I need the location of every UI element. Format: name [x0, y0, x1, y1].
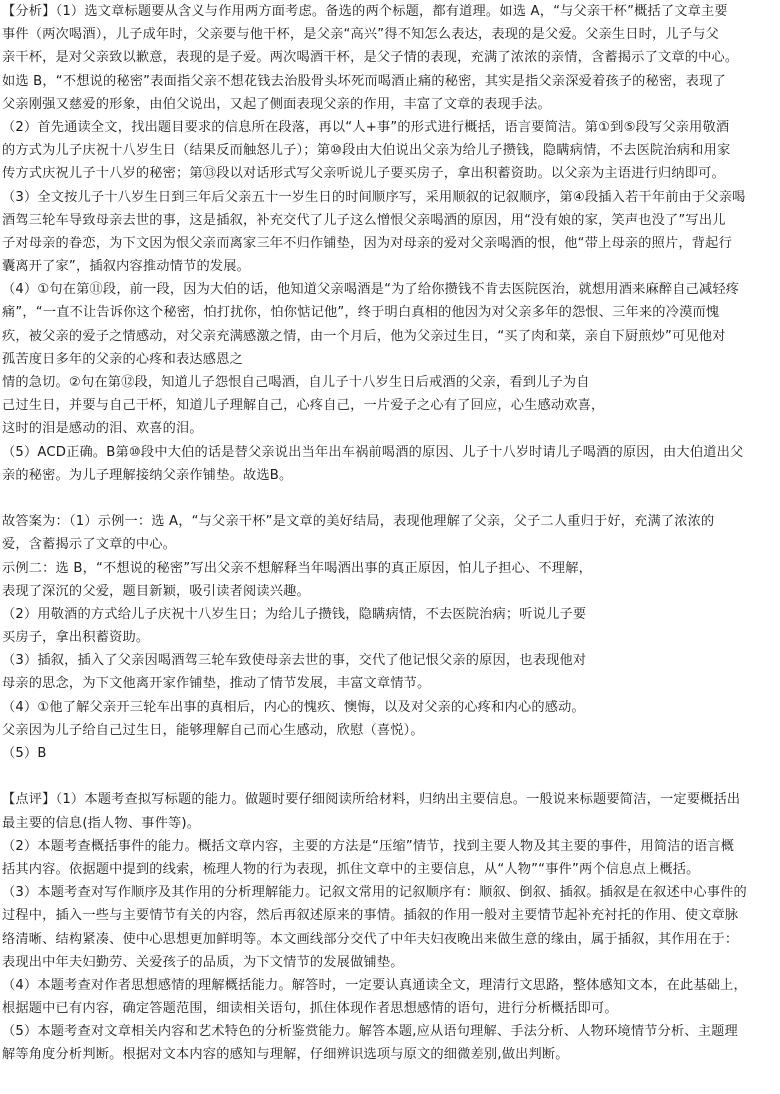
answer-text-line: 故答案为：（1）示例一：选 A，“与父亲干杯”是文章的美好结局，表现他理解了父亲，父子二人重归于好，充满了浓浓的	[2, 514, 715, 530]
answer-text-line: （2）用敬酒的方式给儿子庆祝十八岁生日；为给儿子攒钱，隐瞒病情，不去医院治病；听说儿子要	[2, 606, 587, 622]
comment-text-line: 【点评】（1）本题考查拟写标题的能力。做题时要仔细阅读所给材料，归纳出主要信息。一般说来标题要简洁，一定要概括出	[2, 792, 741, 808]
solution-document	[2, 0, 778, 1067]
comment-text-line: 括其内容。依据题中提到的线索，梳理人物的行为表现，抓住文章中的主要信息，从“人物”“事件”两个信息点上概括。	[2, 861, 700, 877]
section-gap	[2, 765, 778, 788]
analysis-text-line: 囊离开了家”，插叙内容推动情节的发展。	[2, 259, 251, 275]
analysis-text-line: 酒驾三轮车导致母亲去世的事，这是插叙，补充交代了儿子这么憎恨父亲喝酒的原因，用“没有娘的家，笑声也没了”写出儿	[2, 212, 726, 228]
comment-text-line: 解等角度分析判断。根据对文本内容的感知与理解，仔细辨识选项与原文的细微差别,做出判断。	[2, 1047, 569, 1063]
answer-text-line: 买房子，拿出积蓄资助。	[2, 630, 150, 646]
section-gap	[2, 487, 778, 510]
analysis-text-line: （2）首先通读全文，找出题目要求的信息所在段落，再以“人+事”的形式进行概括，语言要简洁。第①到⑤段写父亲用敬酒	[2, 119, 730, 135]
comment-text-line: （2）本题考查概括事件的能力。概括文章内容，主要的方法是“压缩”情节，找到主要人物及其主要的事件，用简洁的语言概	[2, 838, 735, 854]
analysis-text-line: 孤苦度日多年的父亲的心疼和表达感恩之	[2, 351, 243, 367]
analysis-text-line: 传方式庆祝儿子十八岁的秘密；第⑬段以对话形式写父亲听说儿子要买房子，拿出积蓄资助。以父亲为主语进行归纳即可。	[2, 166, 725, 182]
answer-text-line: （5）B	[2, 746, 47, 761]
analysis-section	[2, 0, 778, 487]
analysis-text-line: 父亲刚强又慈爱的形象，由伯父说出，又起了侧面表现父亲的作用，丰富了文章的表现手法。	[2, 96, 551, 112]
analysis-text-line: 这时的泪是感动的泪、欢喜的泪。	[2, 421, 203, 437]
answer-section	[2, 510, 778, 765]
comment-text-line: 根据题中已有内容，确定答题范围，细读相关语句，抓住体现作者思想感情的语句，进行分析概括即可。	[2, 1001, 618, 1017]
comment-text-line: （4）本题考查对作者思想感情的理解概括能力。解答时，一定要认真通读全文，理清行文思路，整体感知文本，在此基础上，	[2, 977, 747, 993]
answer-text-line: （3）插叙，插入了父亲因喝酒驾三轮车致使母亲去世的事，交代了他记恨父亲的原因，也表现他对	[2, 653, 587, 669]
analysis-text-line: 痛”，“一直不让告诉你这个秘密，怕打扰你，怕你惦记他”，终于明白真相的他因为对父亲多年的怨恨、三年来的冷漠而愧	[2, 305, 720, 321]
analysis-text-line: （3）全文按儿子十八岁生日到三年后父亲五十一岁生日的时间顺序写，采用顺叙的记叙顺序，第④段插入若干年前由于父亲喝	[2, 189, 746, 205]
analysis-text-line: 疚，被父亲的爱子之情感动，对父亲充满感激之情，由一个月后，他为父亲过生日，“买了肉和菜，亲自下厨煎炒”可见他对	[2, 328, 726, 344]
analysis-text-line: 子对母亲的眷恋，为下文因为恨父亲而离家三年不归作铺垫，因为对母亲的爱对父亲喝酒的恨，他“带上母亲的照片，背起行	[2, 235, 732, 251]
comment-section	[2, 788, 778, 1066]
analysis-text-line: 事件（两次喝酒），儿子成年时，父亲要与他干杯，是父亲“高兴”得不知怎么表达，表现的是父爱。父亲生日时，儿子与父	[2, 27, 719, 43]
comment-text-line: 最主要的信息(指人物、事件等)。	[2, 815, 201, 831]
comment-text-line: （5）本题考查对文章相关内容和艺术特色的分析鉴赏能力。解答本题,应从语句理解、手法分析、人物环境情节分析、主题理	[2, 1024, 738, 1040]
comment-text-line: 表现出中年夫妇勤劳、关爱孩子的品质，为下文情节的发展做铺垫。	[2, 954, 404, 970]
comment-text-line: 络清晰、结构紧凑、使中心思想更加鲜明等。本文画线部分交代了中年夫妇夜晚出来做生意的缘由，属于插叙，其作用在于：	[2, 931, 739, 947]
analysis-text-line: 【分析】（1）选文章标题要从含义与作用两方面考虑。备选的两个标题，都有道理。如选 A，“与父亲干杯”概括了文章主要	[2, 4, 728, 19]
comment-text-line: 过程中，插入一些与主要情节有关的内容，然后再叙述原来的事情。插叙的作用一般对主要情节起补充衬托的作用、使文章脉	[2, 908, 739, 924]
answer-text-line: （4）①他了解父亲开三轮车出事的真相后，内心的愧疚、懊悔，以及对父亲的心疼和内心的感动。	[2, 699, 585, 715]
analysis-text-line: 的方式为儿子庆祝十八岁生日（结果反而触怒儿子）；第⑩段由大伯说出父亲为给儿子攒钱，隐瞒病情，不去医院治病和用家	[2, 143, 731, 159]
analysis-text-line: 己过生日，并要与自己干杯，知道儿子理解自己，心疼自己，一片爱子之心有了回应，心生感动欢喜，	[2, 398, 605, 414]
analysis-text-line: （4）①句在第⑪段，前一段，因为大伯的话，他知道父亲喝酒是“为了给你攒钱不肯去医院医治，就想用酒来麻醉自己减轻疼	[2, 282, 740, 298]
analysis-text-line: （5）ACD正确。B第⑩段中大伯的话是替父亲说出当年出车祸前喝酒的原因、儿子十八岁时请儿子喝酒的原因，由大伯道出父	[2, 444, 744, 460]
analysis-text-line: 亲干杯，是对父亲致以歉意，表现的是子爱。两次喝酒干杯，是父子情的表现，充满了浓浓的亲情，含蓄揭示了文章的中心。	[2, 50, 739, 66]
answer-text-line: 父亲因为儿子给自己过生日，能够理解自己而心生感动，欣慰（喜悦）。	[2, 722, 424, 738]
analysis-text-line: 情的急切。②句在第⑫段，知道儿子怨恨自己喝酒，自儿子十八岁生日后戒酒的父亲，看到儿子为自	[2, 375, 590, 390]
answer-text-line: 母亲的思念，为下文他离开家作铺垫，推动了情节发展，丰富文章情节。	[2, 676, 431, 692]
answer-text-line: 示例二：选 B，“不想说的秘密”写出父亲不想解释当年喝酒出事的真正原因，怕儿子担心、不理解，	[2, 560, 592, 576]
analysis-text-line: 亲的秘密。为儿子理解接纳父亲作铺垫。故选B。	[2, 467, 293, 483]
analysis-text-line: 如选 B，“不想说的秘密”表面指父亲不想花钱去治股骨头坏死而喝酒止痛的秘密，其实是指父亲深爱着孩子的秘密，表现了	[2, 73, 726, 89]
comment-text-line: （3）本题考查对写作顺序及其作用的分析理解能力。记叙文常用的记叙顺序有：顺叙、倒叙、插叙。插叙是在叙述中心事件的	[2, 885, 747, 901]
answer-text-line: 表现了深沉的父爱，题目新颖，吸引读者阅读兴趣。	[2, 583, 310, 599]
answer-text-line: 爱，含蓄揭示了文章的中心。	[2, 537, 177, 553]
